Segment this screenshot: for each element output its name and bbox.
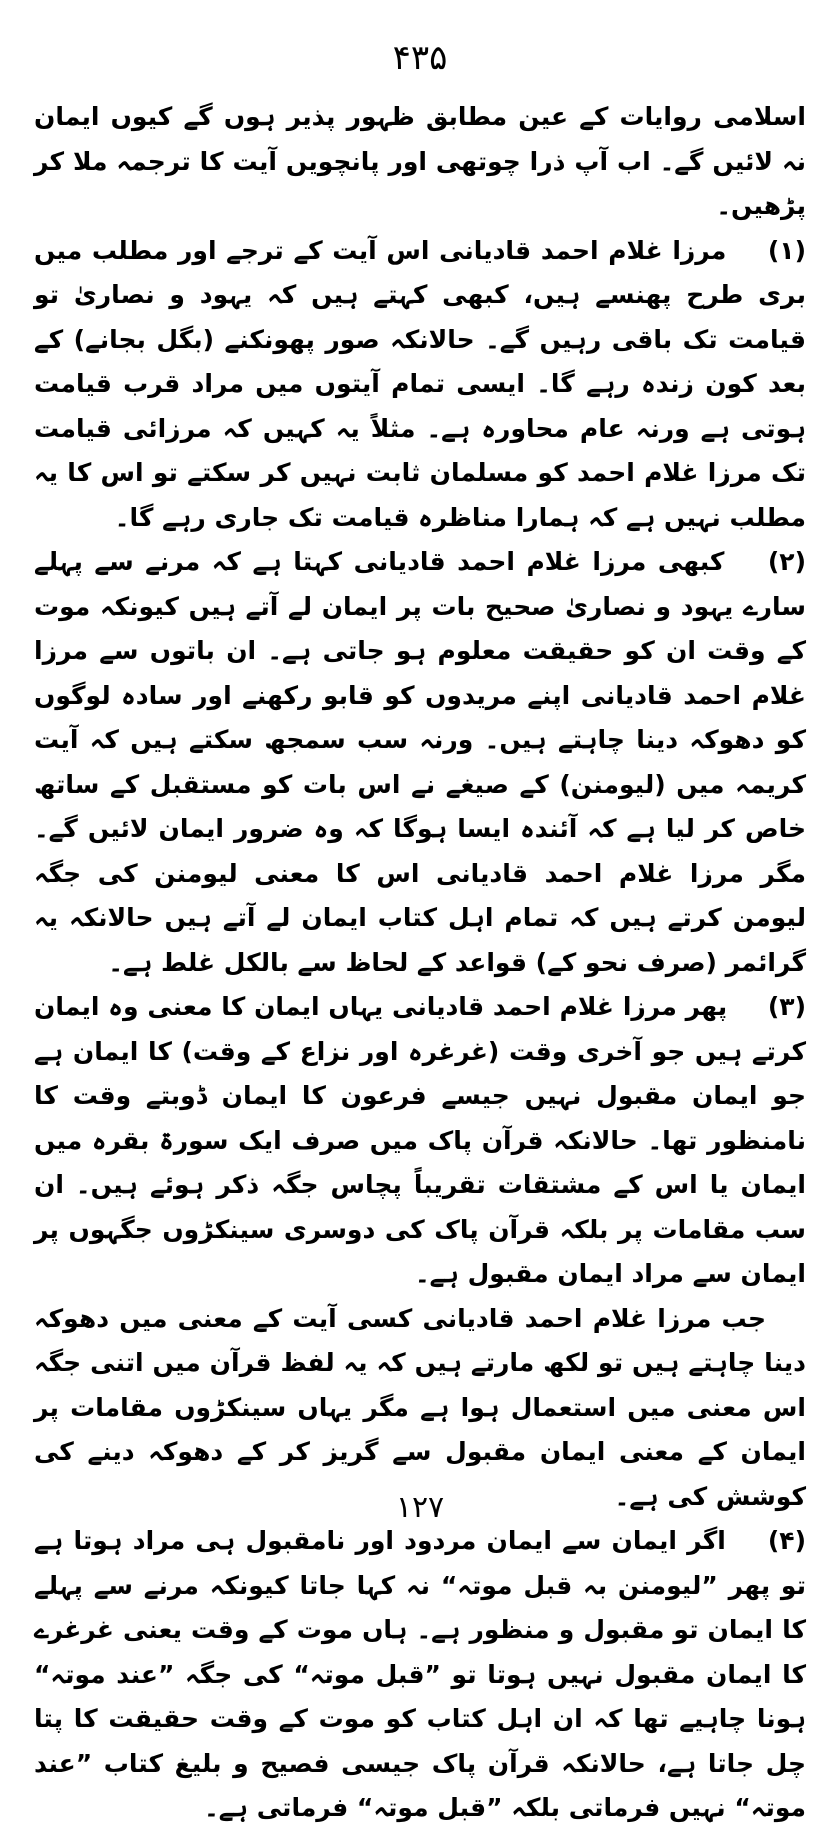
section-3-continued [34,1297,806,1520]
page-number-bottom: ۱۲۷ [395,1490,445,1525]
section-text: اگر ایمان سے ایمان مردود اور نامقبول ہی مراد ہوتا ہے تو پھر ”لیومنن بہ قبل موتہ“ نہ کہا جاتا کیونکہ مرنے سے پہلے کا ایمان تو مقبول و منظور ہے۔ ہاں موت کے وقت یعنی غرغرے کا ایمان مقبول نہیں ہوتا تو ”قبل موتہ“ کی جگہ ”عند موتہ“ ہونا چاہیے تھا کہ ان اہل کتاب کو موت کے وقت حقیقت کا پتا چل جاتا ہے، حالانکہ قرآن پاک جیسی فصیح و بلیغ کتاب ”عند موتہ“ نہیں فرماتی بلکہ ”قبل موتہ“ فرماتی ہے۔ [34,1526,806,1822]
section-number: (۲) [767,547,806,576]
section-3 [34,985,806,1297]
section-text: پھر مرزا غلام احمد قادیانی یہاں ایمان کا معنی وہ ایمان کرتے ہیں جو آخری وقت (غرغرہ اور نزاع کے وقت) کا ایمان ہے جو ایمان مقبول نہیں جیسے فرعون کا ایمان ڈوبتے وقت کا نامنظور تھا۔ حالانکہ قرآن پاک میں صرف ایک سورۃ بقرہ میں ایمان یا اس کے مشتقات تقریباً پچاس جگہ ذکر ہوئے ہیں۔ ان سب مقامات پر بلکہ قرآن پاک کی دوسری سینکڑوں جگہوں پر ایمان سے مراد ایمان مقبول ہے۔ [34,992,806,1288]
section-number: (۱) [767,235,806,265]
intro-paragraph: اسلامی روایات کے عین مطابق ظہور پذیر ہوں گے کیوں ایمان نہ لائیں گے۔ اب آپ ذرا چوتھی اور پانچویں آیت کا ترجمہ ملا کر پڑھیں۔ [34,102,806,220]
page-body [34,95,806,1831]
section-text: جب مرزا غلام احمد قادیانی کسی آیت کے معنی میں دھوکہ دینا چاہتے ہیں تو لکھ مارتے ہیں کہ یہ لفظ قرآن میں اتنی جگہ اس معنی میں استعمال ہوا ہے مگر یہاں سینکڑوں مقامات پر ایمان کے معنی ایمان مقبول سے گریز کر کے دھوکہ دینے کی کوشش کی ہے۔ [34,1303,806,1511]
section-number: (۴) [767,1526,806,1555]
page-number-top: ۴۳۵ [392,38,448,78]
section-2 [34,540,806,985]
section-4 [34,1519,806,1831]
section-1 [34,229,806,541]
section-text: کبھی مرزا غلام احمد قادیانی کہتا ہے کہ مرنے سے پہلے سارے یہود و نصاریٰ صحیح بات پر ایمان لے آتے ہیں کیونکہ موت کے وقت ان کو حقیقت معلوم ہو جاتی ہے۔ ان باتوں سے مرزا غلام احمد قادیانی اپنے مریدوں کو قابو رکھنے اور سادہ لوگوں کو دھوکہ دینا چاہتے ہیں۔ ورنہ سب سمجھ سکتے ہیں کہ آیت کریمہ میں (لیومنن) کے صیغے نے اس بات کو مستقبل کے ساتھ خاص کر لیا ہے کہ آئندہ ایسا ہوگا کہ وہ ضرور ایمان لائیں گے۔ مگر مرزا غلام احمد قادیانی اس کا معنی لیومنن کی جگہ لیومن کرتے ہیں کہ تمام اہل کتاب ایمان لے آتے ہیں حالانکہ یہ گرائمر (صرف نحو کے) قواعد کے لحاظ سے بالکل غلط ہے۔ [34,547,806,977]
section-number: (۳) [767,992,806,1021]
section-text: مرزا غلام احمد قادیانی اس آیت کے ترجے اور مطلب میں بری طرح پھنسے ہیں، کبھی کہتے ہیں کہ یہود و نصاریٰ تو قیامت تک باقی رہیں گے۔ حالانکہ صور پھونکنے (بگل بجانے) کے بعد کون زندہ رہے گا۔ ایسی تمام آیتوں میں مراد قرب قیامت ہوتی ہے ورنہ عام محاورہ ہے۔ مثلاً یہ کہیں کہ مرزائی قیامت تک مرزا غلام احمد کو مسلمان ثابت نہیں کر سکتے تو اس کا یہ مطلب نہیں ہے کہ ہمارا مناظرہ قیامت تک جاری رہے گا۔ [34,235,806,532]
